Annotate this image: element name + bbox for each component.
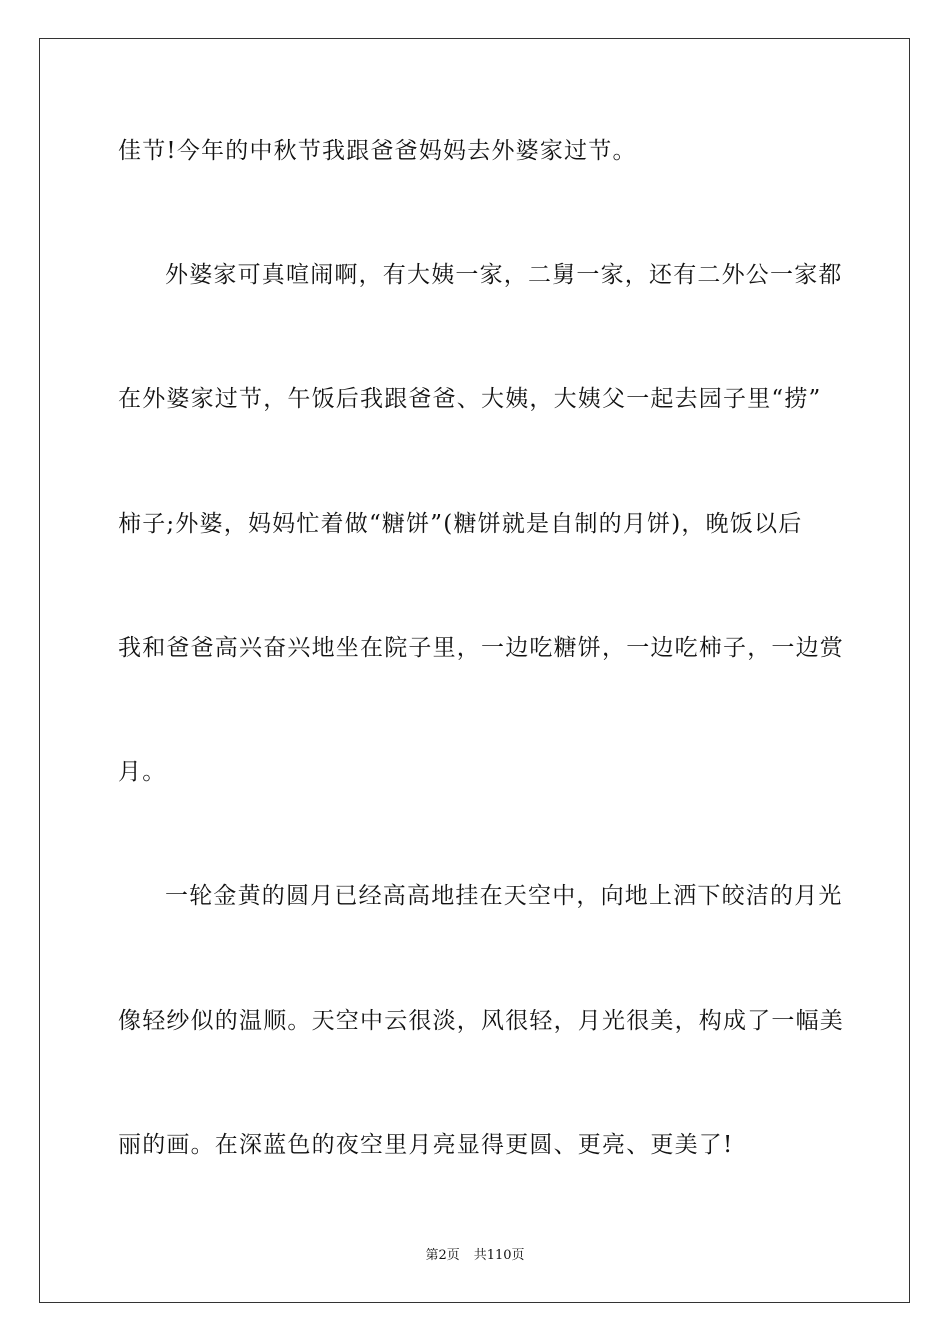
text-line-9: 丽的画。在深蓝色的夜空里月亮显得更圆、更亮、更美了! [118,1132,734,1158]
text-line-5: 我和爸爸高兴奋兴地坐在院子里，一边吃糖饼，一边吃柿子，一边赏 [118,635,844,661]
text-line-6: 月。 [118,759,167,785]
page-number: 第2页 [425,1248,460,1263]
text-line-1: 佳节!今年的中秋节我跟爸爸妈妈去外婆家过节。 [118,138,637,164]
text-line-7: 一轮金黄的圆月已经高高地挂在天空中，向地上洒下皎洁的月光 [165,883,843,909]
page-border [39,38,910,1303]
text-line-4: 柿子;外婆，妈妈忙着做“糖饼”(糖饼就是自制的月饼)，晚饭以后 [118,511,803,537]
text-line-8: 像轻纱似的温顺。天空中云很淡，风很轻，月光很美，构成了一幅美 [118,1008,844,1034]
page-footer [0,1247,950,1265]
total-pages: 共110页 [473,1248,525,1263]
text-line-3: 在外婆家过节，午饭后我跟爸爸、大姨，大姨父一起去园子里“捞” [118,386,822,412]
text-line-2: 外婆家可真喧闹啊，有大姨一家，二舅一家，还有二外公一家都 [165,262,843,288]
